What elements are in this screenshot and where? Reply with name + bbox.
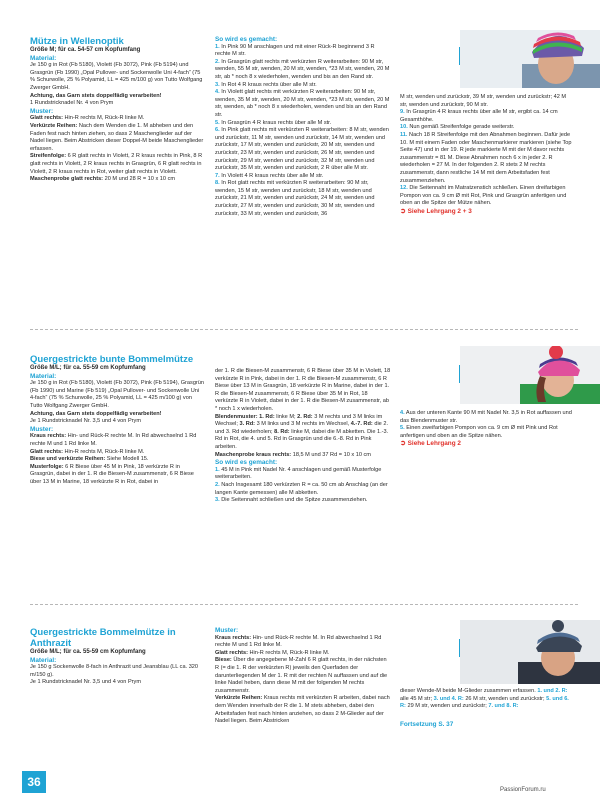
step-item — [400, 132, 574, 185]
step-text: In Grasgrün 4 R kraus rechts über alle M str. — [221, 119, 332, 126]
step-number: 1. — [215, 43, 220, 50]
s2-title: Quergestrickte bunte Bommelmütze — [30, 354, 194, 365]
section-divider-1 — [30, 329, 578, 330]
s3-material: Je 150 g Sockenwolle 8-fach in Anthrazit und Jeansblau (LL ca. 320 m/150 g). — [30, 664, 199, 678]
s2-folge: Musterfolge: 6 R Biese über 45 M in Pink, 18 verkürzte R in Grasgrün, dabei in der 1. R die Biesen-M zusammenstr, 6 R Biese über 13 M in Marine, 18 verkürzte R in Rot, dabei in — [30, 463, 194, 485]
arrow-icon: ➲ — [400, 440, 406, 448]
s1-steps-b — [400, 109, 574, 208]
s2-kraus: Kraus rechts: Hin- und Rück-R rechte M. In Rd abwechselnd 1 Rd rechte M und 1 Rd linke M. — [30, 433, 197, 447]
step-number: 7. — [215, 172, 220, 179]
s2-ref-link[interactable]: ➲ Siehe Lehrgang 2 — [400, 440, 461, 448]
s1-col-mid — [215, 36, 391, 218]
s2-probe: Maschenprobe kraus rechts: 18,5 M und 37 Rd = 10 x 10 cm — [215, 451, 371, 458]
s3-col-left — [30, 627, 205, 687]
section-divider-2 — [30, 604, 578, 605]
step-text: Die Seitennaht im Matratzenstich schließen. Einen dreifarbigen Pompon von ca. 9 cm Ø mit Rot, Pink und Grasgrün anfertigen und oben an die Spitze der Mütze nähen. — [400, 185, 567, 207]
s2-material-heading: Material: — [30, 372, 57, 380]
step-item — [215, 82, 391, 90]
s1-title: Mütze in Wellenoptik — [30, 36, 124, 47]
step-text: In Grasgrün 4 R kraus rechts über alle M str, ergibt ca. 14 cm Gesamthöhe. — [400, 109, 558, 123]
s1-cont: M str, wenden und zurückstr, 39 M str, wenden und zurückstr; 42 M str, wenden und zurückstr, 90 M str. — [400, 94, 567, 108]
s2-steps-b — [400, 410, 574, 440]
step-item — [215, 173, 391, 181]
step-number: 9. — [400, 109, 405, 116]
step-item — [400, 124, 574, 132]
step-text: 45 M in Pink mit Nadel Nr. 4 anschlagen und gemäß Musterfolge weiterarbeiten. — [215, 466, 382, 481]
s1-material: Je 150 g in Rot (Fb 5180), Violett (Fb 3072), Pink (Fb 5194) und Grasgrün (Fb 1990) „Opal Pullover- und Sockenwolle Uni 4-fach“ (75 % Schurwolle, 25 % Polyamid, LL = 425 m/100 g) von Tutto Wolfgang Zwerger GmbH. — [30, 62, 203, 91]
s1-probe: Maschenprobe glatt rechts: 20 M und 28 R = 10 x 10 cm — [30, 176, 176, 183]
arrow-icon: ➲ — [400, 207, 406, 215]
step-number: 2. — [215, 481, 220, 488]
step-text: In Rot 4 R kraus rechts über alle M str. — [221, 81, 317, 88]
step-number: 8. — [215, 180, 220, 187]
man-striped-beanie-photo — [460, 30, 600, 88]
s3-col-right — [400, 688, 574, 728]
s1-glatt: Glatt rechts: Hin-R rechts M, Rück-R linke M. — [30, 115, 145, 122]
s3-glatt: Glatt rechts: Hin-R rechts M, Rück-R linke M. — [215, 649, 330, 656]
s1-sowird-heading: So wird es gemacht: — [215, 36, 278, 43]
step-text: In Pink glatt rechts mit verkürzten R weiterarbeiten: 8 M str, wenden und zurückstr, 11 M str, wenden und zurückstr, 14 M str, wenden und zurückstr, 17 M str, wenden und zurückstr, 20 M str, wenden und zurückstr, 23 M str, wenden und zurückstr, 26 M str, wenden und zurückstr, 29 M str, wenden und zurückstr, 32 M str, wenden und zurückstr, 35 M str, wenden und zurückstr, 2 R über alle M str. — [215, 127, 389, 172]
s2-steps — [215, 467, 391, 505]
s1-material-heading: Material: — [30, 54, 57, 62]
step-item — [215, 180, 391, 218]
step-text: Einen zweifarbigen Pompon von ca. 9 cm Ø mit Pink und Rot anfertigen und oben an die Spitze nähen. — [400, 425, 558, 439]
s2-folge-cont: der 1. R die Biesen-M zusammenstr, 6 R Biese über 35 M in Violett, 18 verkürzte R in Pink, dabei in der 1. R die Biesen-M zusammenstr, 6 R Biese über 13 M in Grasgrün, 18 verkürzte R in Marine, dabei in der 1. R die Biesen-M zusammenstr, 6 R Biese über 35 M in Rot, 18 verkürzte R in Violett, dabei in der 1. R die Biesen-M zusammenstr, ab * noch 1 x wiederholen. — [215, 368, 391, 412]
s3-needle: Je 1 Rundstricknadel Nr. 3,5 und 4 von Prym — [30, 679, 141, 686]
s3-cont: dieser Wende-M beide M-Glieder zusammen erfassen. 1. und 2. R: alle 45 M str; 3. und 4. R: 26 M str, wenden und zurückstr; 5. und 6. R: 29 M str, wenden und zurückstr; 7. und 8. R: — [400, 688, 569, 710]
watermark: PassionForum.ru — [500, 787, 546, 793]
step-number: 12. — [400, 185, 408, 192]
step-item — [215, 120, 391, 128]
s3-fortsetzung[interactable]: Fortsetzung S. 37 — [400, 720, 454, 728]
s2-col-right — [400, 410, 574, 448]
step-number: 5. — [400, 425, 405, 432]
s3-size: Größe M/L; für ca. 55-59 cm Kopfumfang — [30, 649, 146, 655]
step-item — [215, 59, 391, 82]
step-number: 6. — [215, 127, 220, 134]
step-text: Aus der unteren Kante 90 M mit Nadel Nr. 3,5 in Rot auffassen und das Blendenmuster str. — [400, 410, 572, 424]
s2-muster-heading: Muster: — [30, 425, 54, 433]
step-text: Nach Insgesamt 180 verkürzten R = ca. 50 cm ab Anschlag (an der langen Kante gemessen) alle M abketten. — [215, 481, 388, 496]
step-item — [400, 109, 574, 124]
step-item — [215, 467, 391, 482]
s1-model-photo — [460, 30, 600, 88]
s2-blend: Blendenmuster: 1. Rd: linke M; 2. Rd: 3 M rechts und 3 M links im Wechsel; 3. Rd: 3 M links und 3 M rechts im Wechsel, 4.-7. Rd: die 2. und 3. Rd wiederholen; 8. Rd: linke M, dabei die M abketten. Die 1.-3. Rd in Rot, die 4. und 5. Rd in Grasgrün und die 6.-8. Rd in Pink arbeiten. — [215, 413, 389, 450]
s3-biese: Biese: Über die angegebene M-Zahl 6 R glatt rechts, in der nächsten R (= die 1. R der verkürzten R) jeweils den Querfaden der darunterliegenden M der 1. R mit der rechten N auffassen und auf die linke Nadel heben, dann diese M mit der folgenden M rechts zusammenstr. — [215, 657, 388, 694]
s2-col-left — [30, 354, 205, 487]
s3-verk: Verkürzte Reihen: Kraus rechts mit verkürzten R arbeiten, dabei nach dem Wenden innerhalb der R die 1. M stets abheben, dabei den Arbeitsfaden fest nach hinten anziehen, so dass 2 M-Glieder auf der Nadel liegen. Beim Abstricken — [215, 695, 390, 725]
s1-attention: Achtung, das Garn stets doppelfädig verarbeiten! — [30, 92, 162, 99]
s3-title: Quergestrickte Bommelmütze in Anthrazit — [30, 627, 176, 649]
s2-needle: Je 1 Rundstricknadel Nr. 3,5 und 4 von Prym — [30, 418, 141, 425]
step-text: Die Seitennaht schließen und die Spitze zusammenziehen. — [221, 497, 368, 504]
s3-model-photo — [460, 620, 600, 684]
s2-biese: Biese und verkürzte Reihen: Siehe Modell 15. — [30, 456, 149, 463]
step-item — [215, 44, 391, 59]
s2-attention: Achtung, das Garn stets doppelfädig verarbeiten! — [30, 410, 162, 417]
step-number: 5. — [215, 119, 220, 126]
step-number: 11. — [400, 131, 408, 138]
s1-col-left — [30, 36, 205, 184]
step-text: In Grasgrün glatt rechts mit verkürzten R weiterarbeiten: 90 M str, wenden, 55 M str, wenden, 20 M str, wenden, *23 M str, wenden, 20 M str, ab * noch 8 x wiederholen, wenden und bis an den Rand str. — [215, 58, 390, 80]
step-item — [215, 482, 391, 497]
man-anthracite-beanie-photo — [460, 620, 600, 684]
s2-model-photo — [460, 346, 600, 404]
s1-verk: Verkürzte Reihen: Nach dem Wenden die 1. M abheben und den Faden fest nach hinten ziehen, so dass 2 Maschenglieder auf der Nadel liegen. Beim Abstricken dieser Doppel-M beide Maschenglieder erfassen. — [30, 122, 204, 152]
s2-col-mid — [215, 368, 391, 505]
page-number: 36 — [22, 771, 46, 793]
step-item — [215, 89, 391, 119]
step-text: Nun gemäß Streifenfolge gerade weiterstr. — [409, 124, 515, 131]
step-number: 4. — [400, 410, 405, 416]
step-item — [400, 425, 574, 440]
step-item — [400, 410, 574, 425]
step-text: Nach 18 R Streifenfolge mit den Abnahmen beginnen. Dafür jede 10. M mit einem Faden oder Maschenmarkierer markieren (siehe Top Seite 47) und in der 19. R jede markierte M mit der M davor rechts zusammenstr = 81 M. Diese Abnahmen noch 6 x in jeder 2. R wiederholen = 27 M. In der folgenden 2. R stets 2 M rechts zusammenstr, dann restliche 14 M mit dem Arbeitsfaden fest zusammenziehen. — [400, 131, 572, 184]
step-text: In Violett glatt rechts mit verkürzten R weiterarbeiten: 90 M str, wenden, 35 M str, wenden, 20 M str, wenden, *23 M str, wenden, 20 M str, wenden, ab * noch 8 x wiederholen, wenden und bis an den Rand str. — [215, 89, 390, 118]
s3-muster-heading: Muster: — [215, 627, 239, 634]
s1-streifen: Streifenfolge: 6 R glatt rechts in Violett, 2 R kraus rechts in Pink, 8 R glatt rechts in Violett, 2 R kraus rechts in Grasgrün, 6 R glatt rechts in Violett, 2 R kraus rechts in Rot, weiter glatt rechts in Violett. — [30, 153, 203, 175]
step-number: 4. — [215, 89, 220, 96]
step-number: 3. — [215, 81, 220, 88]
step-text: In Violett 4 R kraus rechts über alle M str. — [221, 172, 324, 179]
s1-steps — [215, 44, 391, 219]
s3-col-mid — [215, 627, 391, 726]
step-item — [400, 185, 574, 208]
step-number: 10. — [400, 124, 408, 131]
step-item — [215, 127, 391, 173]
s1-ref-link[interactable]: ➲ Siehe Lehrgang 2 + 3 — [400, 207, 472, 215]
step-number: 2. — [215, 58, 220, 65]
s1-muster-heading: Muster: — [30, 107, 54, 115]
woman-bobble-hat-photo — [460, 346, 600, 404]
s2-glatt: Glatt rechts: Hin-R rechts M, Rück-R linke M. — [30, 448, 145, 455]
step-text: In Rot glatt rechts mit verkürzten R weiterarbeiten: 90 M str, wenden, 15 M str, wenden und zurückstr, 18 M str, wenden und zurückstr, 21 M str, wenden und zurückstr, 24 M str, wenden und zurückstr, 27 M str, wenden und zurückstr, 30 M str, wenden und zurückstr, 33 M str, wenden und zurückstr, 36 — [215, 180, 375, 217]
s3-material-heading: Material: — [30, 656, 57, 664]
step-item — [215, 497, 391, 505]
step-number: 1. — [215, 466, 220, 473]
s1-needle: 1 Rundstricknadel Nr. 4 von Prym — [30, 100, 114, 107]
s1-size: Größe M; für ca. 54-57 cm Kopfumfang — [30, 47, 141, 53]
s3-kraus: Kraus rechts: Hin- und Rück-R rechte M. In Rd abwechselnd 1 Rd rechte M und 1 Rd linke M. — [215, 634, 382, 649]
s2-material: Je 150 g in Rot (Fb 5180), Violett (Fb 3072), Pink (Fb 5194), Grasgrün (Fb 1990) und Marine (Fb 519) „Opal Pullover- und Sockenwolle Uni 4-fach“ (75 % Schurwolle, 25 % Polyamid, LL = 425 m/100 g) von Tutto Wolfgang Zwerger GmbH. — [30, 380, 205, 409]
s1-col-right — [400, 94, 574, 216]
step-text: In Pink 90 M anschlagen und mit einer Rück-R beginnend 3 R rechte M str. — [215, 43, 375, 58]
step-number: 3. — [215, 497, 220, 504]
s2-sowird-heading: So wird es gemacht: — [215, 459, 278, 467]
s2-size: Größe M/L; für ca. 55-59 cm Kopfumfang — [30, 365, 146, 371]
